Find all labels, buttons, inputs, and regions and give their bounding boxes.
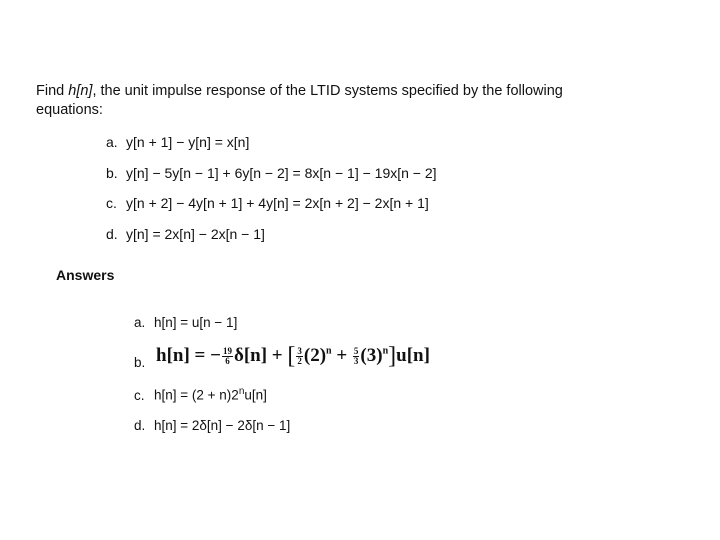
- equation-text: y[n] − 5y[n − 1] + 6y[n − 2] = 8x[n − 1] − 19x[n − 2]: [126, 165, 437, 181]
- answer-b-formula: [156, 343, 430, 370]
- delta-term: δ[n] +: [233, 344, 288, 366]
- equation-text: y[n] = 2x[n] − 2x[n − 1]: [126, 226, 265, 242]
- fraction-denominator: 3: [353, 355, 359, 366]
- formula-lhs: h[n] = −: [156, 344, 221, 366]
- equation-label: c.: [106, 195, 117, 211]
- answer-label: d.: [134, 418, 146, 433]
- problem-statement: [36, 82, 636, 120]
- fraction-denominator: 6: [225, 355, 230, 366]
- exponent: n: [326, 345, 332, 357]
- equation-b: [106, 165, 437, 181]
- answer-label: c.: [134, 387, 145, 403]
- fraction-numerator: 5: [353, 345, 359, 356]
- term-2: (2): [303, 344, 327, 366]
- term-3: (3): [360, 344, 383, 366]
- intro-function: h[n]: [68, 83, 93, 99]
- answer-text-tail: u[n]: [244, 387, 267, 403]
- intro-text-start: Find: [36, 83, 69, 99]
- exponent: n: [382, 345, 389, 357]
- equation-text: y[n + 2] − 4y[n + 1] + 4y[n] = 2x[n + 2] − 2x[n + 1]: [126, 195, 429, 211]
- fraction-numerator: 3: [297, 345, 302, 356]
- exponent: n: [238, 386, 245, 397]
- fraction-5-3: [353, 347, 360, 366]
- answers-heading: Answers: [56, 267, 115, 283]
- equation-a: [106, 134, 249, 150]
- intro-text-line2: equations:: [36, 102, 103, 118]
- open-bracket: [: [287, 342, 296, 369]
- step-term: u[n]: [396, 344, 430, 366]
- equation-text: y[n + 1] − y[n] = x[n]: [126, 134, 250, 150]
- intro-text-end: , the unit impulse response of the LTID systems specified by the following: [92, 83, 563, 99]
- equation-d: [106, 226, 265, 242]
- answer-text: h[n] = u[n − 1]: [154, 315, 238, 330]
- plus-sign: +: [331, 344, 352, 366]
- fraction-numerator: 19: [222, 345, 232, 356]
- equation-label: a.: [106, 134, 118, 150]
- answer-text: h[n] = (2 + n)2: [154, 387, 239, 403]
- fraction-denominator: 2: [297, 355, 302, 366]
- answer-a: [134, 315, 237, 330]
- fraction-19-6: [222, 347, 233, 366]
- answer-c: [134, 386, 267, 403]
- equation-c: [106, 195, 429, 211]
- answer-b: [134, 342, 430, 370]
- answer-label: b.: [134, 354, 146, 370]
- close-bracket: ]: [388, 342, 397, 369]
- equation-label: d.: [106, 226, 118, 242]
- fraction-3-2: [296, 347, 303, 366]
- equation-label: b.: [106, 165, 118, 181]
- answer-label: a.: [134, 315, 146, 330]
- answer-d: [134, 418, 290, 433]
- answer-text: h[n] = 2δ[n] − 2δ[n − 1]: [154, 418, 291, 433]
